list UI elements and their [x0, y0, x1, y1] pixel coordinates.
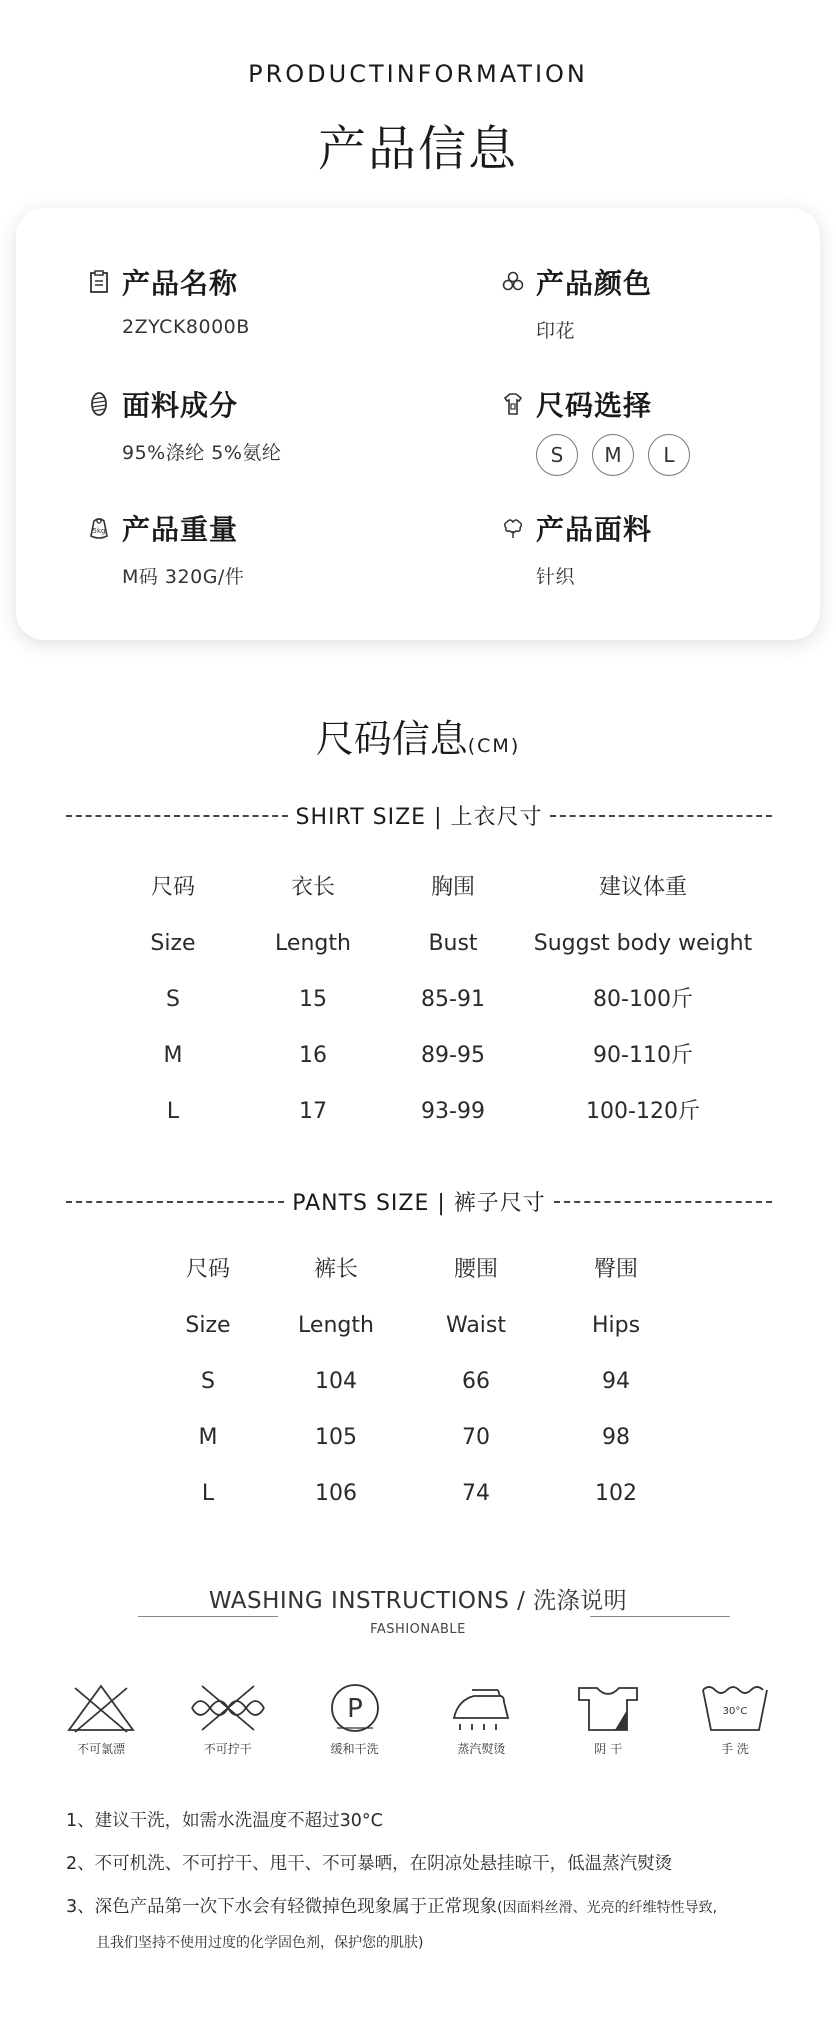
table-header-cell: Waist [445, 1313, 507, 1338]
shade-dry-item [553, 1680, 663, 1757]
table-header-cell: Size [150, 931, 196, 956]
size-option-m[interactable]: M [592, 434, 634, 476]
pants-size-heading: PANTS SIZE | 裤子尺寸 [292, 1191, 546, 1216]
steam-iron-icon [426, 1680, 536, 1736]
dry-clean-glyph: P [346, 1694, 363, 1724]
washing-note-3-aside: (因面料丝滑、光亮的纤维特性导致, [497, 1900, 718, 1916]
product-color-label: 产品颜色 [536, 267, 653, 300]
weight-item [86, 508, 446, 589]
size-option-s[interactable]: S [536, 434, 578, 476]
fabric-item [500, 508, 836, 589]
table-cell: 98 [602, 1425, 630, 1450]
table-cell: 94 [602, 1369, 630, 1394]
table-header-cell: Bust [428, 931, 478, 956]
product-name-value: 2ZYCK8000B [122, 316, 250, 338]
table-header-cell: 腰围 [453, 1257, 498, 1282]
shirt-size-heading: SHIRT SIZE | 上衣尺寸 [295, 805, 543, 830]
size-options [536, 434, 836, 476]
pants-size-table [150, 1242, 686, 1522]
table-cell: 106 [315, 1481, 357, 1506]
product-color-value: 印花 [536, 320, 576, 342]
table-header-cell: 胸围 [430, 875, 475, 900]
table-header-cell: Length [298, 1313, 374, 1338]
table-cell: 74 [462, 1481, 490, 1506]
washing-subtitle: FASHIONABLE [370, 1622, 466, 1637]
fabric-label: 产品面料 [536, 513, 653, 546]
washing-note-3-continued: 且我们坚持不使用过度的化学固色剂，保护您的肌肤) [96, 1935, 424, 1951]
no-wring-label: 不可拧干 [203, 1742, 252, 1756]
table-header-cell: 建议体重 [598, 875, 687, 900]
table-header-cell: 尺码 [150, 875, 195, 900]
table-cell: 93-99 [421, 1099, 485, 1124]
table-header-cell: Hips [591, 1313, 641, 1338]
washing-icons [46, 1680, 790, 1757]
table-header-cell: 尺码 [185, 1257, 230, 1282]
material-label: 面料成分 [122, 389, 239, 422]
table-cell: 15 [299, 987, 327, 1012]
washing-note-2: 2、不可机洗、不可拧干、甩干、不可暴晒，在阴凉处悬挂晾干，低温蒸汽熨烫 [66, 1854, 673, 1874]
pants-size-divider [66, 1186, 772, 1217]
table-cell: 105 [315, 1425, 357, 1450]
hand-wash-icon [680, 1680, 790, 1736]
size-option-l[interactable]: L [648, 434, 690, 476]
product-name-item [86, 262, 446, 338]
section-eyebrow: PRODUCTINFORMATION [248, 60, 588, 88]
shirt-size-divider [66, 800, 772, 831]
hand-wash-label: 手 洗 [721, 1742, 749, 1756]
material-value: 95%涤纶 5%氨纶 [122, 442, 282, 464]
size-info-unit: (CM) [467, 735, 521, 757]
no-bleach-icon [46, 1680, 156, 1736]
cotton-icon [500, 515, 526, 541]
shirt-size-table [108, 860, 768, 1140]
table-cell: 102 [595, 1481, 637, 1506]
washing-notes [66, 1800, 796, 1956]
washing-note-3-main: 3、深色产品第一次下水会有轻微掉色现象属于正常现象 [66, 1897, 498, 1917]
table-header-cell: 衣长 [290, 875, 335, 900]
material-item [86, 384, 446, 465]
product-info-card [16, 208, 820, 640]
washing-underline-left [138, 1616, 278, 1617]
table-cell: S [166, 987, 180, 1012]
washing-title: WASHING INSTRUCTIONS / 洗涤说明 [208, 1588, 628, 1614]
dashed-line [550, 815, 772, 817]
table-header-cell: 臀围 [593, 1257, 638, 1282]
table-cell: S [201, 1369, 215, 1394]
weight-label: 产品重量 [122, 513, 239, 546]
table-cell: L [166, 1099, 180, 1124]
table-cell: 70 [462, 1425, 490, 1450]
steam-iron-label: 蒸汽熨烫 [457, 1742, 506, 1756]
size-info-title [0, 708, 836, 763]
page-title: 产品信息 [317, 121, 518, 177]
shade-dry-icon [553, 1680, 663, 1736]
hand-wash-item [680, 1680, 790, 1757]
no-wring-icon [173, 1680, 283, 1736]
dry-clean-icon [300, 1680, 410, 1736]
washing-note-1: 1、建议干洗，如需水洗温度不超过30°C [66, 1811, 383, 1831]
no-wring-item [173, 1680, 283, 1757]
table-cell: 66 [462, 1369, 490, 1394]
table-cell: M [163, 1043, 183, 1068]
product-name-label: 产品名称 [122, 267, 239, 300]
hand-wash-glyph: 30°C [722, 1706, 748, 1717]
steam-iron-item [426, 1680, 536, 1757]
no-bleach-label: 不可氯漂 [76, 1742, 125, 1756]
table-header-cell: 裤长 [313, 1257, 358, 1282]
weight-value: M码 320G/件 [122, 566, 245, 588]
size-info-title-text: 尺码信息 [315, 717, 468, 761]
table-cell: 100-120斤 [586, 1099, 700, 1124]
svg-text:5kg: 5kg [92, 527, 106, 535]
tshirt-tag-icon [500, 391, 526, 417]
table-cell: 80-100斤 [593, 987, 693, 1012]
table-cell: 104 [315, 1369, 357, 1394]
size-select-item [500, 384, 836, 476]
product-color-item [500, 262, 836, 343]
table-cell: 17 [299, 1099, 327, 1124]
washing-note-3 [66, 1886, 796, 1930]
table-cell: 85-91 [421, 987, 485, 1012]
shade-dry-label: 阴 干 [594, 1742, 623, 1756]
table-cell: L [201, 1481, 215, 1506]
table-cell: M [198, 1425, 218, 1450]
size-select-label: 尺码选择 [536, 389, 653, 422]
table-cell: 16 [299, 1043, 327, 1068]
dry-clean-item [300, 1680, 410, 1757]
dry-clean-label: 缓和干洗 [330, 1742, 379, 1756]
table-header-cell: Suggst body weight [533, 931, 753, 956]
weight-icon [86, 515, 112, 541]
dashed-line [66, 815, 288, 817]
dashed-line [66, 1201, 284, 1203]
table-header-cell: Size [185, 1313, 231, 1338]
table-header-cell: Length [275, 931, 351, 956]
thread-spool-icon [86, 391, 112, 417]
dashed-line [554, 1201, 772, 1203]
fabric-value: 针织 [536, 566, 576, 588]
palette-icon [500, 269, 526, 295]
table-cell: 89-95 [421, 1043, 485, 1068]
no-bleach-item [46, 1680, 156, 1757]
washing-underline-right [590, 1616, 730, 1617]
table-cell: 90-110斤 [593, 1043, 693, 1068]
clipboard-icon [86, 269, 112, 295]
